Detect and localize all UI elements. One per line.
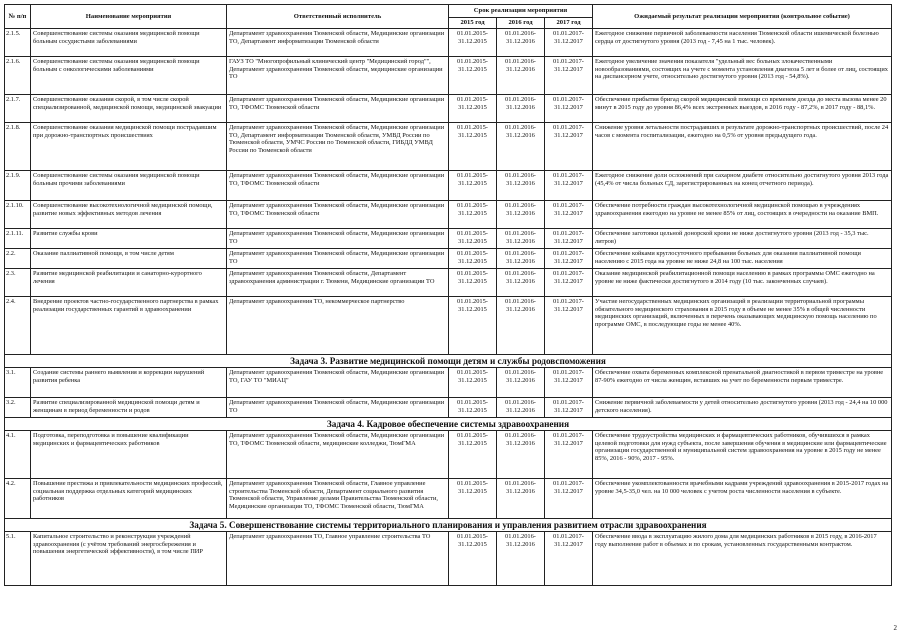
cell-period-2015: 01.01.2015-31.12.2015 (449, 249, 497, 269)
cell-executor: ГАУЗ ТО "Многопрофильный клинический центр "Медицинский город"", Департамент здравоохранения Тюменской области, медицинские организации ТО (227, 57, 449, 95)
table-row (5, 171, 892, 201)
table-row (5, 479, 892, 519)
cell-number: 2.1.8. (5, 123, 31, 171)
cell-expected-result: Оказание медицинской реабилитационной помощи населению в рамках программы ОМС ежегодно на уровне не ниже фактически достигнутого в 2014 году (10 тыс. законченных случаев). (593, 269, 892, 297)
cell-period-2016: 01.01.2016-31.12.2016 (497, 532, 545, 586)
cell-period-2015: 01.01.2015-31.12.2015 (449, 431, 497, 479)
header-num: № п/п (5, 5, 31, 29)
table-row (5, 229, 892, 249)
task-title: Задача 5. Совершенствование системы территориального планирования и управления развитием отрасли здравоохранения (5, 519, 892, 532)
cell-number: 5.1. (5, 532, 31, 586)
cell-period-2016: 01.01.2016-31.12.2016 (497, 29, 545, 57)
cell-number: 2.1.9. (5, 171, 31, 201)
cell-expected-result: Ежегодное снижение доли осложнений при сахарном диабете относительно достигнутого уровня 2013 года (45,4% от числа больных СД, зарегистрированных на конец отчетного периода). (593, 171, 892, 201)
cell-number: 2.2. (5, 249, 31, 269)
header-result: Ожидаемый результат реализации мероприятия (контрольное событие) (593, 5, 892, 29)
table-row (5, 29, 892, 57)
cell-period-2015: 01.01.2015-31.12.2015 (449, 398, 497, 418)
cell-period-2017: 01.01.2017-31.12.2017 (545, 479, 593, 519)
cell-period-2017: 01.01.2017-31.12.2017 (545, 57, 593, 95)
cell-period-2016: 01.01.2016-31.12.2016 (497, 269, 545, 297)
cell-measure-name: Развитие службы крови (31, 229, 227, 249)
cell-period-2017: 01.01.2017-31.12.2017 (545, 29, 593, 57)
cell-period-2017: 01.01.2017-31.12.2017 (545, 532, 593, 586)
cell-period-2015: 01.01.2015-31.12.2015 (449, 123, 497, 171)
cell-period-2016: 01.01.2016-31.12.2016 (497, 297, 545, 355)
cell-expected-result: Участие негосударственных медицинских организаций в реализации территориальной программы обязательного медицинского страхования в 2015 году в объеме не менее 35% в общей численности медицинских организаций, включенных в перечень оказывающих медицинскую помощь населению по программе ОМС, в последующие годы не менее 40%. (593, 297, 892, 355)
cell-number: 2.1.5. (5, 29, 31, 57)
cell-period-2016: 01.01.2016-31.12.2016 (497, 431, 545, 479)
cell-measure-name: Совершенствование высокотехнологичной медицинской помощи, развитие новых эффективных методов лечения (31, 201, 227, 229)
cell-period-2015: 01.01.2015-31.12.2015 (449, 229, 497, 249)
cell-period-2017: 01.01.2017-31.12.2017 (545, 95, 593, 123)
task-header-row (5, 355, 892, 368)
cell-executor: Департамент здравоохранения Тюменской области, Медицинские организации ТО (227, 229, 449, 249)
cell-period-2016: 01.01.2016-31.12.2016 (497, 95, 545, 123)
cell-expected-result: Обеспечение койками круглосуточного пребывания больных для оказания паллиативной помощи населению с 2015 года на уровне не ниже 24,8 на 100 тыс. населения (593, 249, 892, 269)
table-row (5, 95, 892, 123)
cell-measure-name: Внедрение проектов частно-государственного партнерства в рамках реализации государственных гарантий в здравоохранении (31, 297, 227, 355)
cell-period-2015: 01.01.2015-31.12.2015 (449, 479, 497, 519)
table-row (5, 269, 892, 297)
cell-period-2016: 01.01.2016-31.12.2016 (497, 57, 545, 95)
table-row (5, 201, 892, 229)
cell-measure-name: Повышение престижа и привлекательности медицинских профессий, социальная поддержка отдельных категорий медицинских работников (31, 479, 227, 519)
cell-period-2017: 01.01.2017-31.12.2017 (545, 368, 593, 398)
table-body (5, 29, 892, 586)
cell-number: 3.2. (5, 398, 31, 418)
cell-period-2017: 01.01.2017-31.12.2017 (545, 123, 593, 171)
header-2017: 2017 год (545, 18, 593, 29)
cell-number: 2.1.6. (5, 57, 31, 95)
cell-period-2016: 01.01.2016-31.12.2016 (497, 479, 545, 519)
header-2015: 2015 год (449, 18, 497, 29)
cell-measure-name: Оказание паллиативной помощи, в том числе детям (31, 249, 227, 269)
cell-measure-name: Совершенствование системы оказания медицинской помощи больным прочими заболеваниями (31, 171, 227, 201)
table-row (5, 368, 892, 398)
header-name: Наименование мероприятия (31, 5, 227, 29)
cell-expected-result: Ежегодное снижение первичной заболеваемости населения Тюменской области ишемической болезнью сердца от достигнутого уровня (2013 год - 7,45 на 1 тыс. человек). (593, 29, 892, 57)
header-executor: Ответственный исполнитель (227, 5, 449, 29)
cell-period-2017: 01.01.2017-31.12.2017 (545, 269, 593, 297)
cell-executor: Департамент здравоохранения ТО, некоммерческое партнерство (227, 297, 449, 355)
cell-measure-name: Развитие специализированной медицинской помощи детям и женщинам в период беременности и родов (31, 398, 227, 418)
cell-period-2015: 01.01.2015-31.12.2015 (449, 57, 497, 95)
cell-executor: Департамент здравоохранения Тюменской области, Департамент здравоохранения администрации г. Тюмени, Медицинские организации ТО (227, 269, 449, 297)
cell-period-2015: 01.01.2015-31.12.2015 (449, 201, 497, 229)
cell-measure-name: Создание системы раннего выявления и коррекции нарушений развития ребенка (31, 368, 227, 398)
cell-period-2015: 01.01.2015-31.12.2015 (449, 29, 497, 57)
cell-measure-name: Совершенствование системы оказания медицинской помощи больным сосудистыми заболеваниями (31, 29, 227, 57)
cell-expected-result: Снижение уровня летальности пострадавших в результате дорожно-транспортных происшествий, после 24 часов с момента госпитализации, ежегодно на 0,5% от уровня предыдущего года. (593, 123, 892, 171)
table-header (5, 5, 892, 29)
table-row (5, 532, 892, 586)
cell-period-2016: 01.01.2016-31.12.2016 (497, 229, 545, 249)
cell-expected-result: Снижение первичной заболеваемости у детей относительно достигнутого уровня (2013 год - 24,4 на 10 000 детского населения). (593, 398, 892, 418)
header-2016: 2016 год (497, 18, 545, 29)
cell-expected-result: Обеспечение потребности граждан высокотехнологичной медицинской помощью в учреждениях здравоохранения ежегодно на уровне не менее 85% от лиц, состоящих в очередности на оказание ВМП. (593, 201, 892, 229)
measures-table (4, 4, 892, 586)
table-row (5, 123, 892, 171)
cell-period-2017: 01.01.2017-31.12.2017 (545, 201, 593, 229)
cell-period-2016: 01.01.2016-31.12.2016 (497, 171, 545, 201)
cell-number: 2.1.7. (5, 95, 31, 123)
cell-period-2017: 01.01.2017-31.12.2017 (545, 249, 593, 269)
cell-expected-result: Ежегодное увеличение значения показателя "удельный вес больных злокачественными новообразованиями, состоящих на учете с момента установления диагноза 5 лет и более от лиц, состоящих на диспансерном учете, относительно достигнутого уровня (2013 год - 54,8%). (593, 57, 892, 95)
cell-period-2017: 01.01.2017-31.12.2017 (545, 171, 593, 201)
cell-measure-name: Капитальное строительство и реконструкция учреждений здравоохранения (с учётом требований энергосбережения и повышения энергетической эффективности), в том числе ПИР (31, 532, 227, 586)
table-row (5, 249, 892, 269)
cell-expected-result: Обеспечение прибытия бригад скорой медицинской помощи со временем доезда до места вызова менее 20 минут в 2015 году до уровня 86,4% всех экстренных выездов, в 2016 году - 87,2%, в 2017 году - 88,1%. (593, 95, 892, 123)
cell-measure-name: Развитие медицинской реабилитации и санаторно-курортного лечения (31, 269, 227, 297)
cell-executor: Департамент здравоохранения Тюменской области, Медицинские организации ТО, ТФОМС Тюменской области, медицинские колледжи, ТюмГМА (227, 431, 449, 479)
task-title: Задача 3. Развитие медицинской помощи детям и службы родовспоможения (5, 355, 892, 368)
task-header-row (5, 519, 892, 532)
cell-executor: Департамент здравоохранения Тюменской области, Медицинские организации ТО, ТФОМС Тюменской области (227, 201, 449, 229)
cell-period-2016: 01.01.2016-31.12.2016 (497, 398, 545, 418)
cell-period-2016: 01.01.2016-31.12.2016 (497, 123, 545, 171)
cell-period-2016: 01.01.2016-31.12.2016 (497, 201, 545, 229)
cell-measure-name: Совершенствование оказания медицинской помощи пострадавшим при дорожно-транспортных происшествиях (31, 123, 227, 171)
header-period: Срок реализации мероприятия (449, 5, 593, 18)
cell-expected-result: Обеспечение охвата беременных комплексной пренатальной диагностикой в первом триместре на уровне 87-90% ежегодно от числа женщин, вставших на учет по беременности первым триместре. (593, 368, 892, 398)
cell-period-2017: 01.01.2017-31.12.2017 (545, 398, 593, 418)
cell-period-2015: 01.01.2015-31.12.2015 (449, 95, 497, 123)
cell-expected-result: Обеспечение заготовки цельной донорской крови не ниже достигнутого уровня (2013 год - 35,3 тыс. литров) (593, 229, 892, 249)
cell-executor: Департамент здравоохранения ТО, Главное управление строительства ТО (227, 532, 449, 586)
table-row (5, 398, 892, 418)
cell-number: 2.3. (5, 269, 31, 297)
cell-period-2016: 01.01.2016-31.12.2016 (497, 249, 545, 269)
cell-number: 4.2. (5, 479, 31, 519)
table-row (5, 431, 892, 479)
task-title: Задача 4. Кадровое обеспечение системы здравоохранения (5, 418, 892, 431)
cell-executor: Департамент здравоохранения Тюменской области, Главное управление строительства Тюменской области, Департамент социального развития Тюменской области, Управление делами Правительства Тюменской области, Медицинские организации ТО, ТФОМС Тюменской области, ТюмГМА (227, 479, 449, 519)
table-row (5, 297, 892, 355)
cell-period-2017: 01.01.2017-31.12.2017 (545, 297, 593, 355)
page-number: 2 (893, 624, 897, 632)
document-page (4, 4, 891, 586)
cell-executor: Департамент здравоохранения Тюменской области, Медицинские организации ТО, ГАУ ТО "МИАЦ" (227, 368, 449, 398)
cell-executor: Департамент здравоохранения Тюменской области, Медицинские организации ТО, ТФОМС Тюменской области (227, 171, 449, 201)
cell-period-2015: 01.01.2015-31.12.2015 (449, 532, 497, 586)
cell-executor: Департамент здравоохранения Тюменской области, Медицинские организации ТО (227, 249, 449, 269)
cell-period-2016: 01.01.2016-31.12.2016 (497, 368, 545, 398)
cell-period-2015: 01.01.2015-31.12.2015 (449, 368, 497, 398)
cell-measure-name: Совершенствование системы оказания медицинской помощи больным с онкологическими заболеваниями (31, 57, 227, 95)
cell-executor: Департамент здравоохранения Тюменской области, Медицинские организации ТО, ТФОМС Тюменской области (227, 95, 449, 123)
cell-expected-result: Обеспечение трудоустройства медицинских и фармацевтических работников, обучившихся в рамках целевой подготовки для нужд субъекта, после завершения обучения в медицинские или фармацевтические организации государственной и муниципальной систем здравоохранения на уровне в 2015 году не менее 85%, 2016 - 90%, 2017 - 95%. (593, 431, 892, 479)
cell-expected-result: Обеспечение укомплектованности врачебными кадрами учреждений здравоохранения в 2015-2017 годах на уровне 34,5-35,0 чел. на 10 000 человек с учетом роста численности населения в субъекте. (593, 479, 892, 519)
cell-period-2015: 01.01.2015-31.12.2015 (449, 269, 497, 297)
task-header-row (5, 418, 892, 431)
cell-expected-result: Обеспечение ввода в эксплуатацию жилого дома для медицинских работников в 2015 году, в 2016-2017 году выполнение работ в объемах и по срокам, установленных государственными контрактом. (593, 532, 892, 586)
cell-number: 4.1. (5, 431, 31, 479)
cell-executor: Департамент здравоохранения Тюменской области, Медицинские организации ТО, Департамент информатизации Тюменской области (227, 29, 449, 57)
cell-period-2017: 01.01.2017-31.12.2017 (545, 431, 593, 479)
cell-period-2015: 01.01.2015-31.12.2015 (449, 297, 497, 355)
cell-number: 2.4. (5, 297, 31, 355)
cell-number: 2.1.10. (5, 201, 31, 229)
cell-measure-name: Подготовка, переподготовка и повышение квалификации медицинских и фармацевтических работников (31, 431, 227, 479)
cell-period-2017: 01.01.2017-31.12.2017 (545, 229, 593, 249)
cell-number: 3.1. (5, 368, 31, 398)
cell-executor: Департамент здравоохранения Тюменской области, Медицинские организации ТО, Департамент информатизации Тюменской области, УМВД России по Тюменской области, УМЧС России по Тюменской области, ГИБДД УМВД России по Тюменской области (227, 123, 449, 171)
cell-period-2015: 01.01.2015-31.12.2015 (449, 171, 497, 201)
table-row (5, 57, 892, 95)
cell-number: 2.1.11. (5, 229, 31, 249)
cell-executor: Департамент здравоохранения Тюменской области, Медицинские организации ТО (227, 398, 449, 418)
cell-measure-name: Совершенствование оказания скорой, в том числе скорой специализированной, медицинской помощи, медицинской эвакуации (31, 95, 227, 123)
